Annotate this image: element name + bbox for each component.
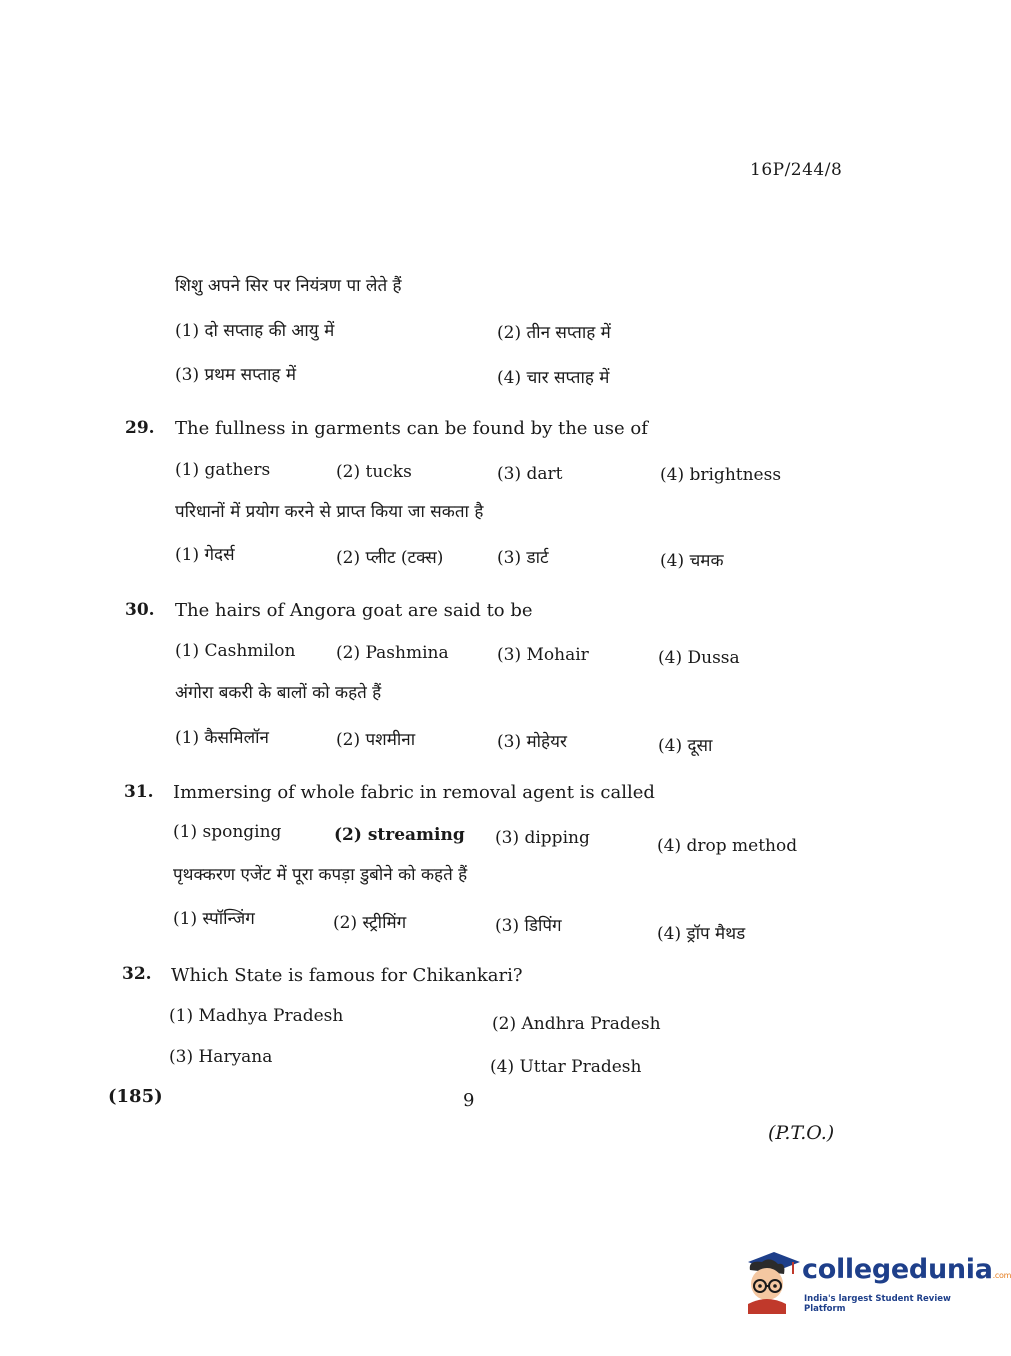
q29-text-en: The fullness in garments can be found by the use of <box>175 418 648 439</box>
q29-option-en-4: (4) brightness <box>660 465 782 485</box>
q29-option-hi-1: (1) गेदर्स <box>175 545 235 565</box>
logo-wordmark: collegedunia.com <box>802 1254 1011 1285</box>
q30-text-en: The hairs of Angora goat are said to be <box>175 600 533 621</box>
intro-option-4: (4) चार सप्ताह में <box>497 368 610 388</box>
q29-number: 29. <box>125 418 155 438</box>
q31-option-en-1: (1) sponging <box>173 822 282 842</box>
q31-text-hi: पृथक्करण एजेंट में पूरा कपड़ा डुबोने को कहते हैं <box>173 865 468 885</box>
q32-option-en-4: (4) Uttar Pradesh <box>490 1057 642 1077</box>
q32-number: 32. <box>122 964 152 984</box>
please-turn-over: (P.T.O.) <box>768 1122 835 1144</box>
q29-option-en-1: (1) gathers <box>175 460 271 480</box>
intro-question-hi: शिशु अपने सिर पर नियंत्रण पा लेते हैं <box>175 276 402 296</box>
q29-option-hi-4: (4) चमक <box>660 551 724 571</box>
q30-option-hi-1: (1) कैसमिलॉन <box>175 728 269 748</box>
q30-text-hi: अंगोरा बकरी के बालों को कहते हैं <box>175 683 382 703</box>
q29-option-hi-3: (3) डार्ट <box>497 548 549 568</box>
q29-option-en-2: (2) tucks <box>336 462 412 482</box>
q31-option-hi-2: (2) स्ट्रीमिंग <box>333 913 407 933</box>
q30-option-en-1: (1) Cashmilon <box>175 641 296 661</box>
q30-option-hi-4: (4) दूसा <box>658 736 713 756</box>
q29-option-en-3: (3) dart <box>497 464 563 484</box>
q30-number: 30. <box>125 600 155 620</box>
page-number: 9 <box>463 1090 475 1111</box>
q29-text-hi: परिधानों में प्रयोग करने से प्राप्त किया जा सकता है <box>175 502 484 522</box>
q31-number: 31. <box>124 782 154 802</box>
q31-option-en-2: (2) streaming <box>334 825 465 845</box>
q32-option-en-1: (1) Madhya Pradesh <box>169 1006 344 1026</box>
q29-option-hi-2: (2) प्लीट (टक्स) <box>336 548 444 568</box>
intro-option-1: (1) दो सप्ताह की आयु में <box>175 321 335 341</box>
q31-text-en: Immersing of whole fabric in removal agent is called <box>173 782 655 803</box>
student-mascot-icon <box>740 1248 802 1314</box>
q30-option-en-4: (4) Dussa <box>658 648 740 668</box>
q30-option-en-2: (2) Pashmina <box>336 643 449 663</box>
q31-option-hi-3: (3) डिपिंग <box>495 916 562 936</box>
q31-option-hi-4: (4) ड्रॉप मैथड <box>657 924 746 944</box>
intro-option-3: (3) प्रथम सप्ताह में <box>175 365 297 385</box>
paper-code: 16P/244/8 <box>750 160 843 180</box>
q30-option-hi-2: (2) पशमीना <box>336 730 416 750</box>
q31-option-en-4: (4) drop method <box>657 836 798 856</box>
q32-text-en: Which State is famous for Chikankari? <box>171 965 523 986</box>
collegedunia-logo <box>740 1248 1011 1318</box>
logo-tagline: India's largest Student Review Platform <box>804 1294 951 1314</box>
q31-option-en-3: (3) dipping <box>495 828 590 848</box>
intro-option-2: (2) तीन सप्ताह में <box>497 323 611 343</box>
q31-option-hi-1: (1) स्पॉन्जिंग <box>173 909 255 929</box>
q30-option-hi-3: (3) मोहेयर <box>497 732 567 752</box>
q32-option-en-3: (3) Haryana <box>169 1047 273 1067</box>
paper-series-code: (185) <box>108 1086 163 1107</box>
q30-option-en-3: (3) Mohair <box>497 645 589 665</box>
q32-option-en-2: (2) Andhra Pradesh <box>492 1014 661 1034</box>
